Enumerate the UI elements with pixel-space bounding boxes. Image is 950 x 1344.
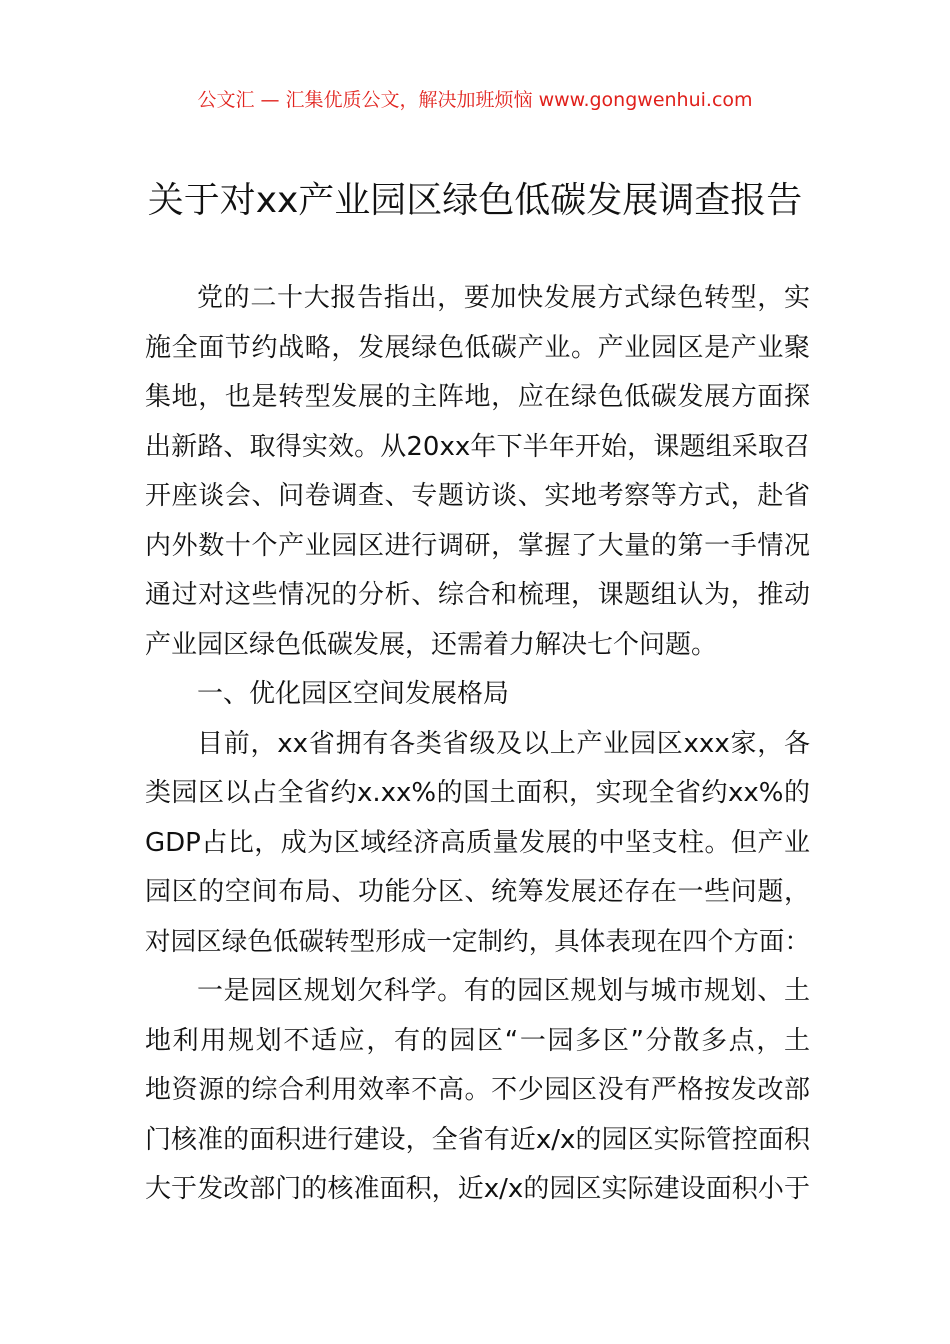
section-heading: 一、优化园区空间发展格局 [197,679,510,709]
paragraph-line: 内外数十个产业园区进行调研，掌握了大量的第一手情况 [145,530,810,561]
paragraph-line: 大于发改部门的核准面积，近x/x的园区实际建设面积小于 [145,1174,810,1204]
paragraph-line: 园区的空间布局、功能分区、统筹发展还存在一些问题， [145,877,810,907]
document-title: 关于对xx产业园区绿色低碳发展调查报告 [147,180,803,221]
paragraph-line: 类园区以占全省约x.xx%的国土面积，实现全省约xx%的 [145,778,810,808]
paragraph-line: 出新路、取得实效。从20xx年下半年开始，课题组采取召 [145,431,810,462]
header-banner: 公文汇 — 汇集优质公文，解决加班烦恼 www.gongwenhui.com [197,89,753,111]
paragraph-line: 产业园区绿色低碳发展，还需着力解决七个问题。 [145,629,718,660]
paragraph-line: 施全面节约战略，发展绿色低碳产业。产业园区是产业聚 [145,332,810,363]
paragraph-line: 一是园区规划欠科学。有的园区规划与城市规划、土 [197,976,810,1006]
paragraph-line: GDP占比，成为区域经济高质量发展的中坚支柱。但产业 [145,827,810,858]
paragraph-line: 对园区绿色低碳转型形成一定制约，具体表现在四个方面： [145,926,810,957]
paragraph-line: 地资源的综合利用效率不高。不少园区没有严格按发改部 [145,1075,810,1105]
paragraph-line: 目前，xx省拥有各类省级及以上产业园区xxx家，各 [197,728,810,759]
paragraph-line: 地利用规划不适应，有的园区“一园多区”分散多点，土 [145,1025,810,1056]
paragraph-line: 通过对这些情况的分析、综合和梳理，课题组认为，推动 [145,580,810,610]
paragraph-line: 门核准的面积进行建设，全省有近x/x的园区实际管控面积 [145,1124,810,1155]
document-body [145,274,810,1215]
paragraph-line: 党的二十大报告指出，要加快发展方式绿色转型，实 [197,283,810,313]
paragraph-line: 开座谈会、问卷调查、专题访谈、实地考察等方式，赴省 [145,481,810,511]
paragraph-line: 集地，也是转型发展的主阵地，应在绿色低碳发展方面探 [145,382,810,412]
